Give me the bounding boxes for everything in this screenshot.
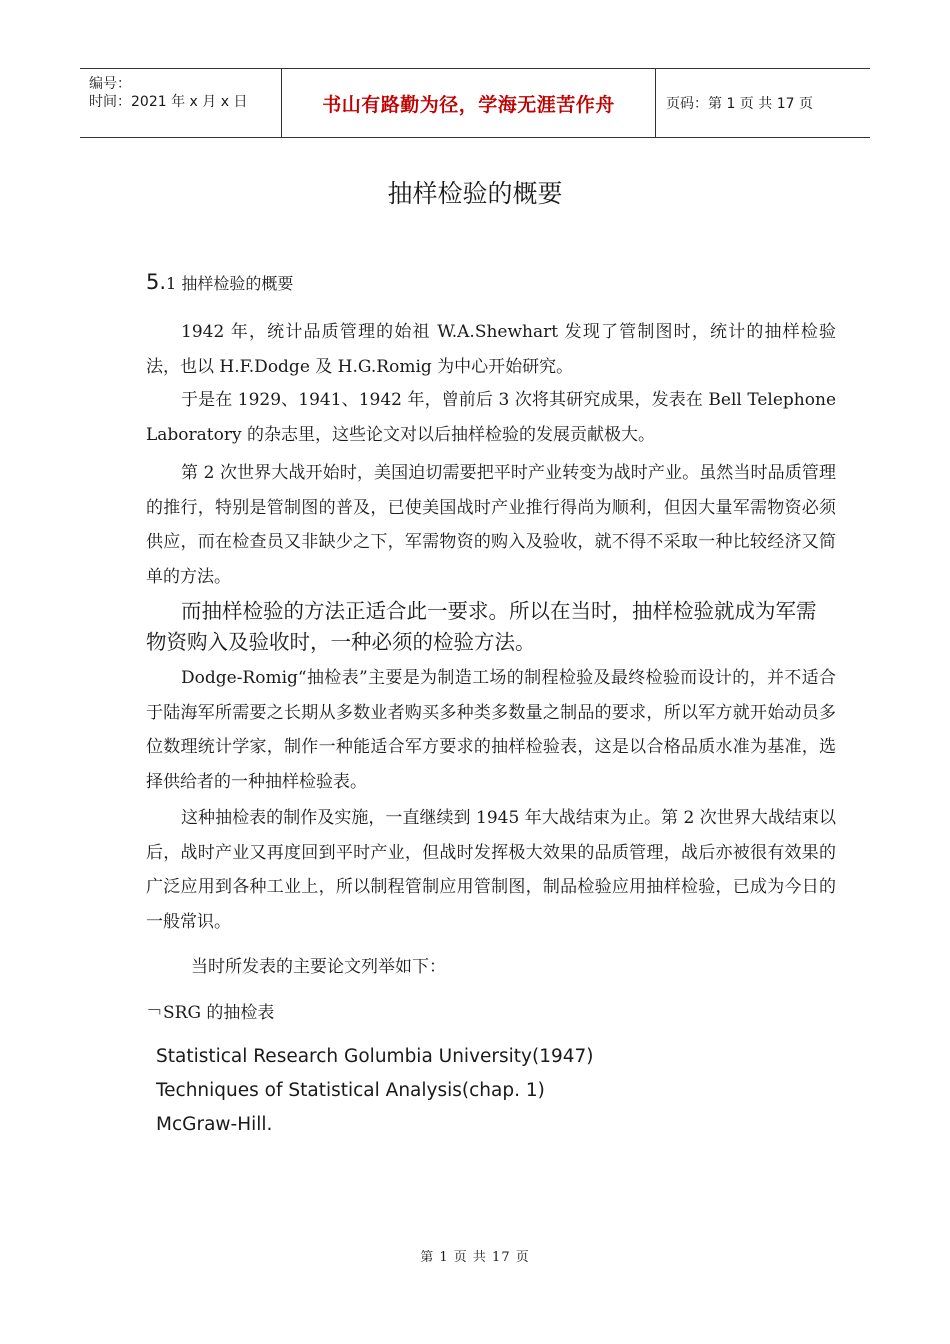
paragraph-7: 当时所发表的主要论文列举如下：: [191, 957, 446, 977]
list-heading: ￢SRG 的抽检表: [146, 1003, 275, 1023]
section-heading: [146, 270, 293, 294]
reference-line-2: Techniques of Statistical Analysis(chap. 1): [156, 1080, 545, 1101]
document-title: 抽样检验的概要: [387, 179, 563, 208]
paragraph-4: 而抽样检验的方法正适合此一要求。所以在当时，抽样检验就成为军需物资购入及验收时，一种必须的检验方法。: [146, 599, 817, 654]
motto: 书山有路勤为径，学海无涯苦作舟: [322, 93, 615, 116]
paragraph-6: 这种抽检表的制作及实施，一直继续到 1945 年大战结束为止。第 2 次世界大战结束以后，战时产业又再度回到平时产业，但战时发挥极大效果的品质管理，战后亦被很有效果的广泛应用到各种工业上，所以制程管制应用管制图，制品检验应用抽样检验，已成为今日的一般常识。: [146, 808, 836, 932]
reference-line-3: McGraw-Hill.: [156, 1114, 273, 1135]
header-table: [80, 68, 870, 138]
page-code: 页码：第 1 页 共 17 页: [666, 96, 813, 112]
doc-number: 编号：: [89, 76, 131, 92]
header-meta-cell: [80, 69, 282, 137]
page-footer: 第 1 页 共 17 页: [420, 1250, 530, 1265]
paragraph-3: 第 2 次世界大战开始时，美国迫切需要把平时产业转变为战时产业。虽然当时品质管理的推行，特别是管制图的普及，已使美国战时产业推行得尚为顺利，但因大量军需物资必须供应，而在检查员又非缺少之下，军需物资的购入及验收，就不得不采取一种比较经济又简单的方法。: [146, 463, 836, 587]
paragraph-2: 于是在 1929、1941、1942 年，曾前后 3 次将其研究成果，发表在 Bell Telephone Laboratory 的杂志里，这些论文对以后抽样检验的发展贡献极大。: [146, 390, 836, 445]
paragraph-5: Dodge-Romig“抽检表”主要是为制造工场的制程检验及最终检验而设计的，并不适合于陆海军所需要之长期从多数业者购买多种类多数量之制品的要求，所以军方就开始动员多位数理统计学家，制作一种能适合军方要求的抽样检验表，这是以合格品质水准为基准，选择供给者的一种抽样检验表。: [146, 668, 836, 792]
section-number: 5.: [146, 270, 167, 294]
section-title: 1 抽样检验的概要: [166, 274, 294, 293]
doc-time: 时间：2021 年 x 月 x 日: [89, 94, 248, 110]
header-page-cell: [656, 69, 870, 137]
paragraph-1: 1942 年，统计品质管理的始祖 W.A.Shewhart 发现了管制图时，统计的抽样检验法，也以 H.F.Dodge 及 H.G.Romig 为中心开始研究。: [146, 322, 836, 377]
reference-line-1: Statistical Research Golumbia University(1947): [156, 1046, 594, 1067]
header-motto-cell: [282, 69, 656, 137]
